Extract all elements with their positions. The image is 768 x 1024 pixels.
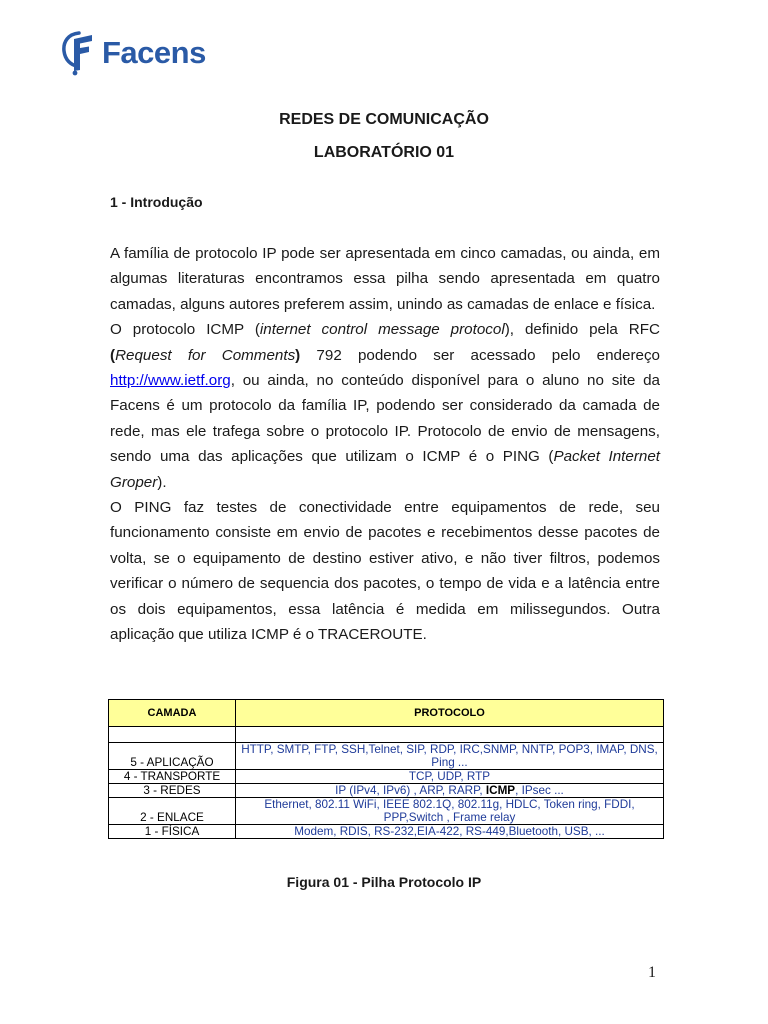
figure-caption: Figura 01 - Pilha Protocolo IP — [286, 874, 482, 890]
table-row — [109, 784, 664, 798]
facens-logo-icon — [62, 30, 98, 76]
paragraph: O protocolo ICMP (internet control message protocol), definido pela RFC (Request for Comments) 792 podendo ser acessado pelo endereço http://www.ietf.org, ou ainda, no conteúdo disponível para o aluno no site da Facens é um protocolo da família IP, podendo ser considerado da camada de rede, mas ele trafega sobre o protocolo IP. Protocolo de envio de mensagens, sendo uma das aplicações que utilizam o ICMP é o PING (Packet Internet Groper). — [110, 321, 660, 491]
body-text — [110, 241, 660, 648]
table-header-row — [109, 700, 664, 727]
section-heading: 1 - Introdução — [110, 194, 203, 210]
layer-cell: 2 - ENLACE — [109, 798, 236, 825]
protocol-cell: IP (IPv4, IPv6) , ARP, RARP, ICMP, IPsec ... — [236, 784, 664, 798]
page-subtitle: LABORATÓRIO 01 — [313, 144, 455, 161]
layer-cell: 4 - TRANSPORTE — [109, 770, 236, 784]
table-row — [109, 798, 664, 825]
facens-logo — [62, 30, 206, 76]
table-row — [109, 825, 664, 839]
ietf-link[interactable]: http://www.ietf.org — [110, 372, 231, 390]
page-number: 1 — [648, 964, 656, 981]
table-row-empty — [109, 727, 664, 743]
protocol-cell: TCP, UDP, RTP — [236, 770, 664, 784]
column-header-protocolo: PROTOCOLO — [236, 700, 664, 727]
layer-cell: 5 - APLICAÇÃO — [109, 743, 236, 770]
paragraph: O PING faz testes de conectividade entre equipamentos de rede, seu funcionamento consiste em envio de pacotes e recebimentos desse pacotes de volta, se o equipamento de destino estiver ativo, e não tiver filtros, podemos verificar o número de sequencia dos pacotes, o tempo de vida e a latência entre os dois equipamentos, essa latência é medida em milissegundos. Outra aplicação que utiliza ICMP é o TRACEROUTE. — [110, 499, 660, 644]
column-header-camada: CAMADA — [109, 700, 236, 727]
logo-text: Facens — [102, 35, 206, 70]
protocol-cell: Ethernet, 802.11 WiFi, IEEE 802.1Q, 802.11g, HDLC, Token ring, FDDI, PPP,Switch , Frame relay — [236, 798, 664, 825]
protocol-cell: HTTP, SMTP, FTP, SSH,Telnet, SIP, RDP, IRC,SNMP, NNTP, POP3, IMAP, DNS, Ping ... — [236, 743, 664, 770]
layer-cell: 1 - FÍSICA — [109, 825, 236, 839]
protocol-cell: Modem, RDIS, RS-232,EIA-422, RS-449,Bluetooth, USB, ... — [236, 825, 664, 839]
paragraph: A família de protocolo IP pode ser apresentada em cinco camadas, ou ainda, em algumas literaturas encontramos essa pilha sendo apresentada em quatro camadas, alguns autores preferem assim, unindo as camadas de enlace e física. — [110, 245, 660, 313]
table-row — [109, 743, 664, 770]
table-row — [109, 770, 664, 784]
page-title: REDES DE COMUNICAÇÃO — [279, 111, 489, 128]
protocol-stack-table — [108, 699, 664, 839]
layer-cell: 3 - REDES — [109, 784, 236, 798]
